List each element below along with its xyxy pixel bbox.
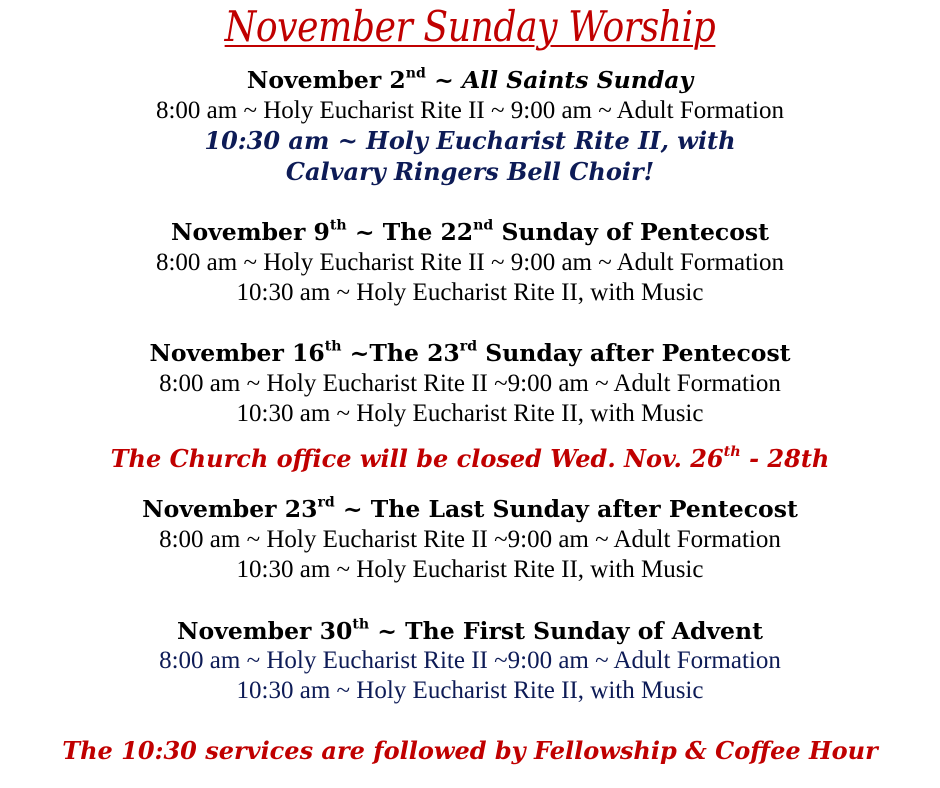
service-music-line: 10:30 am ~ Holy Eucharist Rite II, with Music bbox=[236, 677, 704, 704]
heading-date: November 2 bbox=[246, 66, 406, 94]
heading-middle: ~ The Last Sunday after Pentecost bbox=[334, 495, 798, 523]
service-times-line: 8:00 am ~ Holy Eucharist Rite II ~ 9:00 am ~ Adult Formation bbox=[155, 97, 784, 124]
heading-date: November 30 bbox=[177, 617, 353, 645]
notice-text: The Church office will be closed Wed. Nov. 26 bbox=[110, 444, 724, 473]
service-music-line: 10:30 am ~ Holy Eucharist Rite II, with Music bbox=[236, 279, 704, 306]
section-heading-nov-2 bbox=[0, 65, 940, 95]
featured-service-choir: Calvary Ringers Bell Choir! bbox=[285, 157, 655, 186]
service-music-line: 10:30 am ~ Holy Eucharist Rite II, with Music bbox=[236, 556, 704, 583]
service-times-line: 8:00 am ~ Holy Eucharist Rite II ~9:00 am ~ Adult Formation bbox=[159, 370, 781, 397]
section-heading-nov-9 bbox=[0, 217, 940, 247]
heading-ordinal: rd bbox=[317, 494, 335, 511]
office-closed-notice bbox=[0, 444, 940, 474]
section-heading-nov-30 bbox=[0, 616, 940, 646]
heading-ordinal: th bbox=[324, 338, 342, 355]
heading-middle: ~ The First Sunday of Advent bbox=[369, 617, 763, 645]
heading-middle: ~ The 22 bbox=[346, 218, 474, 246]
service-times-line: 8:00 am ~ Holy Eucharist Rite II ~ 9:00 am ~ Adult Formation bbox=[155, 249, 784, 276]
notice-suffix: - 28th bbox=[740, 444, 830, 473]
featured-service-line: 10:30 am ~ Holy Eucharist Rite II, with bbox=[204, 126, 736, 155]
service-times-line: 8:00 am ~ Holy Eucharist Rite II ~9:00 am ~ Adult Formation bbox=[159, 647, 781, 674]
heading-date: November 9 bbox=[170, 218, 330, 246]
heading-observance: All Saints Sunday bbox=[461, 66, 694, 94]
heading-ordinal: nd bbox=[405, 65, 426, 82]
section-heading-nov-23 bbox=[0, 494, 940, 524]
heading-date: November 23 bbox=[142, 495, 318, 523]
heading-ordinal: th bbox=[352, 616, 370, 633]
page-title: November Sunday Worship bbox=[224, 2, 716, 51]
heading-date: November 16 bbox=[149, 339, 325, 367]
service-music-line: 10:30 am ~ Holy Eucharist Rite II, with Music bbox=[236, 400, 704, 427]
heading-separator: ~ bbox=[425, 66, 462, 94]
notice-ordinal: th bbox=[723, 443, 741, 461]
section-heading-nov-16 bbox=[0, 338, 940, 368]
heading-middle: ~The 23 bbox=[341, 339, 460, 367]
heading-ordinal-2: rd bbox=[459, 338, 478, 355]
service-times-line: 8:00 am ~ Holy Eucharist Rite II ~9:00 am ~ Adult Formation bbox=[159, 526, 781, 553]
heading-ordinal-2: nd bbox=[473, 217, 494, 234]
fellowship-footer: The 10:30 services are followed by Fellowship & Coffee Hour bbox=[62, 736, 878, 765]
heading-suffix: Sunday of Pentecost bbox=[493, 218, 770, 246]
heading-suffix: Sunday after Pentecost bbox=[477, 339, 791, 367]
heading-ordinal: th bbox=[329, 217, 347, 234]
